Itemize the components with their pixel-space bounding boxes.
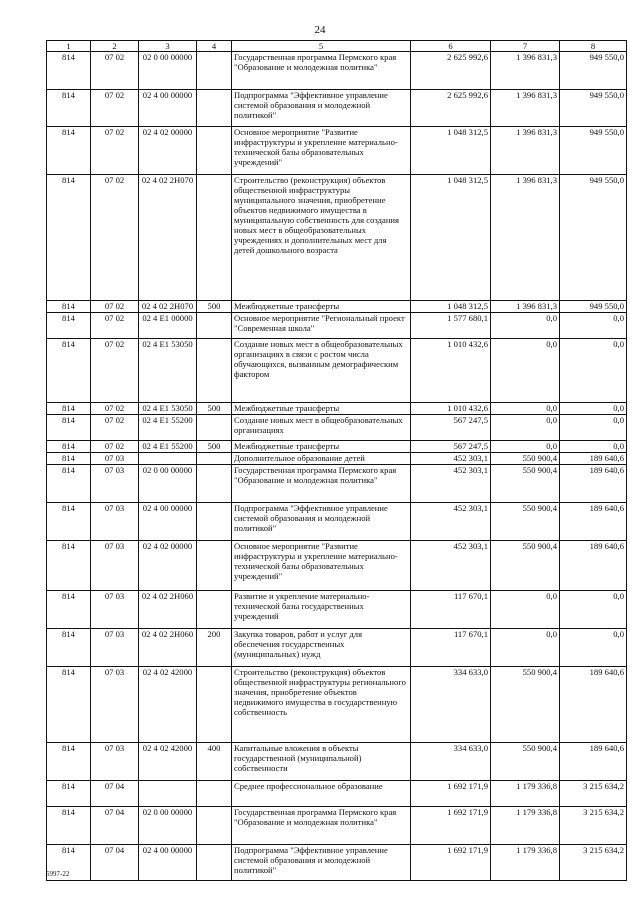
section-code-cell: 07 04: [91, 807, 139, 845]
expense-type-cell: [197, 339, 232, 403]
section-code-cell: 07 03: [91, 465, 139, 503]
ministry-code-cell: 814: [47, 52, 91, 90]
section-code-cell: 07 03: [91, 667, 139, 743]
amount-col7-cell: 1 396 831,3: [491, 175, 560, 301]
section-code-cell: 07 03: [91, 591, 139, 629]
expense-type-cell: [197, 52, 232, 90]
table-row: [47, 127, 627, 175]
amount-col8-cell: 189 640,6: [560, 453, 627, 465]
ministry-code-cell: 814: [47, 403, 91, 415]
amount-col7-cell: 0,0: [491, 441, 560, 453]
expense-type-cell: [197, 781, 232, 807]
expense-type-cell: [197, 90, 232, 127]
description-cell: Закупка товаров, работ и услуг для обеспечения государственных (муниципальных) нужд: [232, 629, 411, 667]
amount-col8-cell: 0,0: [560, 339, 627, 403]
amount-col8-cell: 949 550,0: [560, 127, 627, 175]
amount-col8-cell: 3 215 634,2: [560, 781, 627, 807]
section-code-cell: 07 02: [91, 313, 139, 339]
section-code-cell: 07 02: [91, 301, 139, 313]
ministry-code-cell: 814: [47, 441, 91, 453]
ministry-code-cell: 814: [47, 667, 91, 743]
column-number-row: [47, 41, 627, 52]
ministry-code-cell: 814: [47, 339, 91, 403]
amount-col6-cell: 1 048 312,5: [411, 127, 491, 175]
table-row: [47, 52, 627, 90]
amount-col6-cell: 117 670,1: [411, 591, 491, 629]
column-header: 5: [232, 41, 411, 52]
section-code-cell: 07 02: [91, 52, 139, 90]
ministry-code-cell: 814: [47, 313, 91, 339]
description-cell: Подпрограмма "Эффективное управление системой образования и молодежной политикой": [232, 845, 411, 881]
target-article-cell: 02 4 Е1 53050: [139, 403, 197, 415]
target-article-cell: 02 4 Е1 55200: [139, 441, 197, 453]
section-code-cell: 07 03: [91, 629, 139, 667]
section-code-cell: 07 03: [91, 541, 139, 591]
page-number: 24: [314, 24, 326, 36]
description-cell: Государственная программа Пермского края "Образование и молодежная политика": [232, 465, 411, 503]
description-cell: Межбюджетные трансферты: [232, 403, 411, 415]
amount-col6-cell: 2 625 992,6: [411, 90, 491, 127]
table-row: [47, 90, 627, 127]
target-article-cell: 02 4 02 2Н060: [139, 629, 197, 667]
target-article-cell: 02 4 00 00000: [139, 90, 197, 127]
target-article-cell: 02 4 00 00000: [139, 845, 197, 881]
amount-col8-cell: 189 640,6: [560, 503, 627, 541]
table-row: [47, 629, 627, 667]
target-article-cell: 02 4 Е1 00000: [139, 313, 197, 339]
amount-col6-cell: 1 692 171,9: [411, 845, 491, 881]
expense-type-cell: 500: [197, 301, 232, 313]
amount-col8-cell: 949 550,0: [560, 175, 627, 301]
section-code-cell: 07 03: [91, 453, 139, 465]
ministry-code-cell: 814: [47, 127, 91, 175]
table-row: [47, 781, 627, 807]
amount-col6-cell: 452 303,1: [411, 503, 491, 541]
table-row: [47, 313, 627, 339]
description-cell: Среднее профессиональное образование: [232, 781, 411, 807]
table-row: [47, 845, 627, 881]
table-row: [47, 415, 627, 441]
description-cell: Межбюджетные трансферты: [232, 301, 411, 313]
target-article-cell: 02 4 02 42000: [139, 743, 197, 781]
amount-col7-cell: 1 179 336,8: [491, 845, 560, 881]
table-row: [47, 453, 627, 465]
column-header: 4: [197, 41, 232, 52]
target-article-cell: 02 4 Е1 55200: [139, 415, 197, 441]
expense-type-cell: [197, 415, 232, 441]
description-cell: Дополнительное образование детей: [232, 453, 411, 465]
target-article-cell: 02 4 02 00000: [139, 127, 197, 175]
target-article-cell: 02 0 00 00000: [139, 465, 197, 503]
amount-col6-cell: 1 692 171,9: [411, 781, 491, 807]
amount-col7-cell: 1 396 831,3: [491, 90, 560, 127]
amount-col6-cell: 452 303,1: [411, 465, 491, 503]
amount-col6-cell: 1 692 171,9: [411, 807, 491, 845]
description-cell: Основное мероприятие "Развитие инфраструктуры и укрепление материально-технической базы образовательных учреждений": [232, 127, 411, 175]
amount-col6-cell: 2 625 992,6: [411, 52, 491, 90]
table-row: [47, 807, 627, 845]
ministry-code-cell: 814: [47, 415, 91, 441]
description-cell: Капитальные вложения в объекты государственной (муниципальной) собственности: [232, 743, 411, 781]
expense-type-cell: [197, 667, 232, 743]
ministry-code-cell: 814: [47, 629, 91, 667]
amount-col7-cell: 550 900,4: [491, 503, 560, 541]
ministry-code-cell: 814: [47, 175, 91, 301]
amount-col7-cell: 1 396 831,3: [491, 301, 560, 313]
description-cell: Строительство (реконструкция) объектов общественной инфраструктуры муниципального значения, приобретение объектов недвижимого имущества в муниципальную собственность для создания новых мест в общеобразовательных учреждениях и дополнительных мест для детей дошкольного возраста: [232, 175, 411, 301]
table-row: [47, 301, 627, 313]
column-header: 2: [91, 41, 139, 52]
amount-col8-cell: 949 550,0: [560, 90, 627, 127]
ministry-code-cell: 814: [47, 807, 91, 845]
amount-col6-cell: 334 633,0: [411, 667, 491, 743]
amount-col6-cell: 117 670,1: [411, 629, 491, 667]
amount-col7-cell: 550 900,4: [491, 743, 560, 781]
amount-col8-cell: 949 550,0: [560, 52, 627, 90]
amount-col7-cell: 1 179 336,8: [491, 807, 560, 845]
amount-col6-cell: 1 048 312,5: [411, 301, 491, 313]
column-header: 8: [560, 41, 627, 52]
expense-type-cell: [197, 127, 232, 175]
amount-col6-cell: 1 577 680,1: [411, 313, 491, 339]
amount-col8-cell: 189 640,6: [560, 541, 627, 591]
section-code-cell: 07 02: [91, 90, 139, 127]
expense-type-cell: [197, 465, 232, 503]
target-article-cell: 02 0 00 00000: [139, 807, 197, 845]
description-cell: Создание новых мест в общеобразовательных организациях: [232, 415, 411, 441]
target-article-cell: 02 4 02 42000: [139, 667, 197, 743]
ministry-code-cell: 814: [47, 781, 91, 807]
description-cell: Государственная программа Пермского края "Образование и молодежная политика": [232, 52, 411, 90]
section-code-cell: 07 03: [91, 503, 139, 541]
description-cell: Государственная программа Пермского края "Образование и молодежная политика": [232, 807, 411, 845]
footer-code: 5997-22: [46, 870, 70, 878]
amount-col7-cell: 0,0: [491, 629, 560, 667]
table-row: [47, 441, 627, 453]
table-body: [47, 52, 627, 881]
column-header: 1: [47, 41, 91, 52]
ministry-code-cell: 814: [47, 591, 91, 629]
description-cell: Основное мероприятие "Развитие инфраструктуры и укрепление материально-технической базы образовательных учреждений": [232, 541, 411, 591]
expense-type-cell: [197, 313, 232, 339]
amount-col7-cell: 0,0: [491, 313, 560, 339]
ministry-code-cell: 814: [47, 90, 91, 127]
amount-col7-cell: 1 179 336,8: [491, 781, 560, 807]
table-row: [47, 339, 627, 403]
ministry-code-cell: 814: [47, 503, 91, 541]
expense-type-cell: [197, 845, 232, 881]
expense-type-cell: 200: [197, 629, 232, 667]
expense-type-cell: 500: [197, 441, 232, 453]
section-code-cell: 07 03: [91, 743, 139, 781]
ministry-code-cell: 814: [47, 453, 91, 465]
amount-col7-cell: 1 396 831,3: [491, 127, 560, 175]
target-article-cell: [139, 453, 197, 465]
amount-col7-cell: 0,0: [491, 339, 560, 403]
section-code-cell: 07 02: [91, 175, 139, 301]
target-article-cell: 02 0 00 00000: [139, 52, 197, 90]
description-cell: Межбюджетные трансферты: [232, 441, 411, 453]
ministry-code-cell: 814: [47, 301, 91, 313]
amount-col6-cell: 1 048 312,5: [411, 175, 491, 301]
column-header: 6: [411, 41, 491, 52]
amount-col7-cell: 550 900,4: [491, 541, 560, 591]
table-row: [47, 403, 627, 415]
target-article-cell: [139, 781, 197, 807]
expense-type-cell: [197, 175, 232, 301]
expense-type-cell: [197, 807, 232, 845]
column-header: 3: [139, 41, 197, 52]
description-cell: Развитие и укрепление материально-технической базы государственных учреждений: [232, 591, 411, 629]
section-code-cell: 07 02: [91, 127, 139, 175]
expense-type-cell: 500: [197, 403, 232, 415]
amount-col6-cell: 1 010 432,6: [411, 339, 491, 403]
expense-type-cell: [197, 503, 232, 541]
amount-col7-cell: 550 900,4: [491, 453, 560, 465]
ministry-code-cell: 814: [47, 845, 91, 881]
amount-col8-cell: 0,0: [560, 629, 627, 667]
target-article-cell: 02 4 Е1 53050: [139, 339, 197, 403]
amount-col6-cell: 567 247,5: [411, 441, 491, 453]
amount-col6-cell: 1 010 432,6: [411, 403, 491, 415]
table-row: [47, 743, 627, 781]
target-article-cell: 02 4 02 2Н070: [139, 301, 197, 313]
table-row: [47, 541, 627, 591]
amount-col8-cell: 189 640,6: [560, 743, 627, 781]
target-article-cell: 02 4 02 2Н070: [139, 175, 197, 301]
column-header: 7: [491, 41, 560, 52]
amount-col6-cell: 567 247,5: [411, 415, 491, 441]
table-row: [47, 667, 627, 743]
amount-col7-cell: 550 900,4: [491, 465, 560, 503]
description-cell: Строительство (реконструкция) объектов общественной инфраструктуры регионального значения, приобретение объектов недвижимого имущества в государственную собственность: [232, 667, 411, 743]
ministry-code-cell: 814: [47, 541, 91, 591]
section-code-cell: 07 02: [91, 403, 139, 415]
amount-col8-cell: 0,0: [560, 591, 627, 629]
amount-col7-cell: 0,0: [491, 415, 560, 441]
amount-col6-cell: 452 303,1: [411, 453, 491, 465]
table-row: [47, 465, 627, 503]
amount-col7-cell: 0,0: [491, 591, 560, 629]
section-code-cell: 07 02: [91, 339, 139, 403]
amount-col8-cell: 0,0: [560, 313, 627, 339]
description-cell: Создание новых мест в общеобразовательных организациях в связи с ростом числа обучающихся, вызванным демографическим фактором: [232, 339, 411, 403]
amount-col7-cell: 0,0: [491, 403, 560, 415]
amount-col6-cell: 452 303,1: [411, 541, 491, 591]
description-cell: Основное мероприятие "Региональный проект "Современная школа": [232, 313, 411, 339]
section-code-cell: 07 02: [91, 415, 139, 441]
expense-type-cell: [197, 541, 232, 591]
target-article-cell: 02 4 00 00000: [139, 503, 197, 541]
amount-col8-cell: 3 215 634,2: [560, 807, 627, 845]
section-code-cell: 07 04: [91, 845, 139, 881]
table-row: [47, 503, 627, 541]
budget-table: [46, 40, 627, 881]
section-code-cell: 07 02: [91, 441, 139, 453]
table-row: [47, 591, 627, 629]
target-article-cell: 02 4 02 2Н060: [139, 591, 197, 629]
expense-type-cell: 400: [197, 743, 232, 781]
section-code-cell: 07 04: [91, 781, 139, 807]
amount-col7-cell: 1 396 831,3: [491, 52, 560, 90]
target-article-cell: 02 4 02 00000: [139, 541, 197, 591]
expense-type-cell: [197, 453, 232, 465]
amount-col8-cell: 189 640,6: [560, 667, 627, 743]
amount-col6-cell: 334 633,0: [411, 743, 491, 781]
ministry-code-cell: 814: [47, 743, 91, 781]
amount-col8-cell: 949 550,0: [560, 301, 627, 313]
ministry-code-cell: 814: [47, 465, 91, 503]
amount-col8-cell: 189 640,6: [560, 465, 627, 503]
description-cell: Подпрограмма "Эффективное управление системой образования и молодежной политикой": [232, 503, 411, 541]
amount-col7-cell: 550 900,4: [491, 667, 560, 743]
amount-col8-cell: 0,0: [560, 441, 627, 453]
description-cell: Подпрограмма "Эффективное управление системой образования и молодежной политикой": [232, 90, 411, 127]
amount-col8-cell: 0,0: [560, 403, 627, 415]
amount-col8-cell: 0,0: [560, 415, 627, 441]
table-row: [47, 175, 627, 301]
expense-type-cell: [197, 591, 232, 629]
amount-col8-cell: 3 215 634,2: [560, 845, 627, 881]
